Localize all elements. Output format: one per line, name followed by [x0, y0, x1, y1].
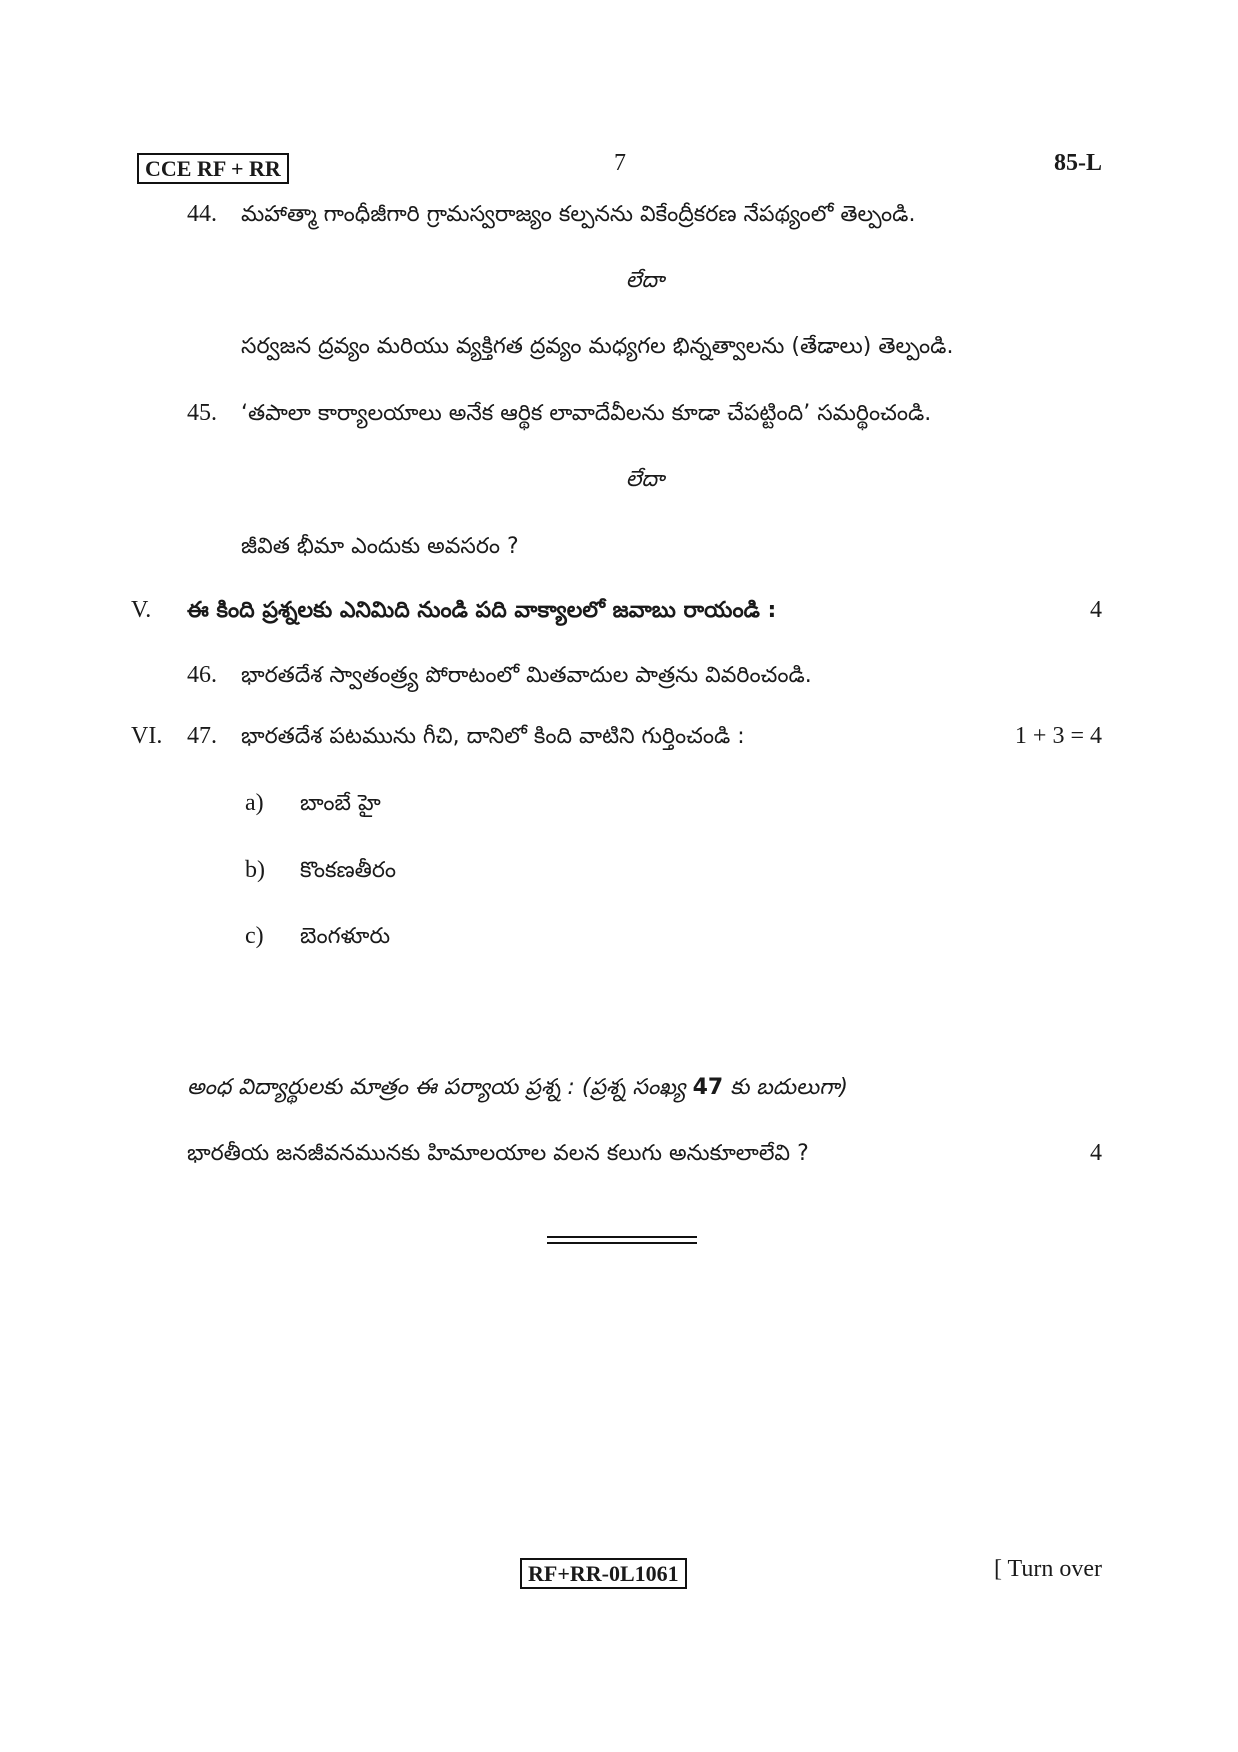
page-number: 7 — [614, 150, 626, 176]
question-46-text: భారతదేశ స్వాతంత్ర్య పోరాటంలో మితవాదుల పాత్రను వివరించండి. — [241, 663, 812, 688]
question-45-alternative: జీవిత భీమా ఎందుకు అవసరం ? — [241, 534, 519, 559]
blind-heading-pre: అంధ విద్యార్థులకు మాత్రం ఈ పర్యాయ ప్రశ్న : (ప్రశ్న సంఖ్య — [187, 1075, 693, 1100]
section-v-marks: 4 — [1090, 597, 1102, 623]
option-a-text: బాంబే హై — [300, 791, 381, 816]
question-number-44: 44. — [187, 201, 217, 227]
option-c-text: బెంగళూరు — [300, 924, 391, 949]
question-47-text: భారతదేశ పటమును గీచి, దానిలో కింది వాటిని గుర్తించండి : — [241, 724, 745, 749]
option-c-label: c) — [245, 923, 264, 949]
question-44-alternative: సర్వజన ద్రవ్యం మరియు వ్యక్తిగత ద్రవ్యం మధ్యగల భిన్నత్వాలను (తేడాలు) తెల్పండి. — [241, 334, 954, 359]
or-label-45: లేదా — [625, 467, 665, 492]
end-rule-top — [547, 1236, 697, 1238]
question-45-text: ‘తపాలా కార్యాలయాలు అనేక ఆర్థిక లావాదేవీలను కూడా చేపట్టింది’ సమర్థించండి. — [241, 401, 932, 426]
blind-alternative-question: భారతీయ జనజీవనమునకు హిమాలయాల వలన కలుగు అనుకూలాలేవి ? — [187, 1141, 809, 1166]
option-a-label: a) — [245, 790, 264, 816]
paper-code-right: 85-L — [1054, 150, 1102, 176]
blind-heading-number: 47 — [692, 1075, 724, 1100]
option-b-text: కొంకణతీరం — [300, 858, 397, 883]
question-number-46: 46. — [187, 662, 217, 688]
turn-over-note: [ Turn over — [993, 1556, 1102, 1582]
section-v-roman: V. — [131, 597, 152, 623]
blind-alternative-marks: 4 — [1090, 1140, 1102, 1166]
option-b-label: b) — [245, 857, 265, 883]
question-44-text: మహాత్మా గాంధీజీగారి గ్రామస్వరాజ్యం కల్పనను వికేంద్రీకరణ నేపథ్యంలో తెల్పండి. — [241, 202, 916, 227]
section-vi-roman: VI. — [131, 723, 163, 749]
end-rule-bottom — [547, 1242, 697, 1244]
or-label-44: లేదా — [625, 268, 665, 293]
question-number-47: 47. — [187, 723, 217, 749]
blind-heading-post: కు బదులుగా) — [723, 1075, 849, 1100]
question-47-marks: 1 + 3 = 4 — [1014, 723, 1102, 749]
paper-code-left: CCE RF + RR — [137, 153, 289, 184]
blind-alternative-heading — [187, 1075, 848, 1105]
paper-code-footer: RF+RR-0L1061 — [520, 1558, 687, 1589]
section-v-instruction: ఈ కింది ప్రశ్నలకు ఎనిమిది నుండి పది వాక్యాలలో జవాబు రాయండి : — [187, 598, 777, 623]
question-number-45: 45. — [187, 400, 217, 426]
